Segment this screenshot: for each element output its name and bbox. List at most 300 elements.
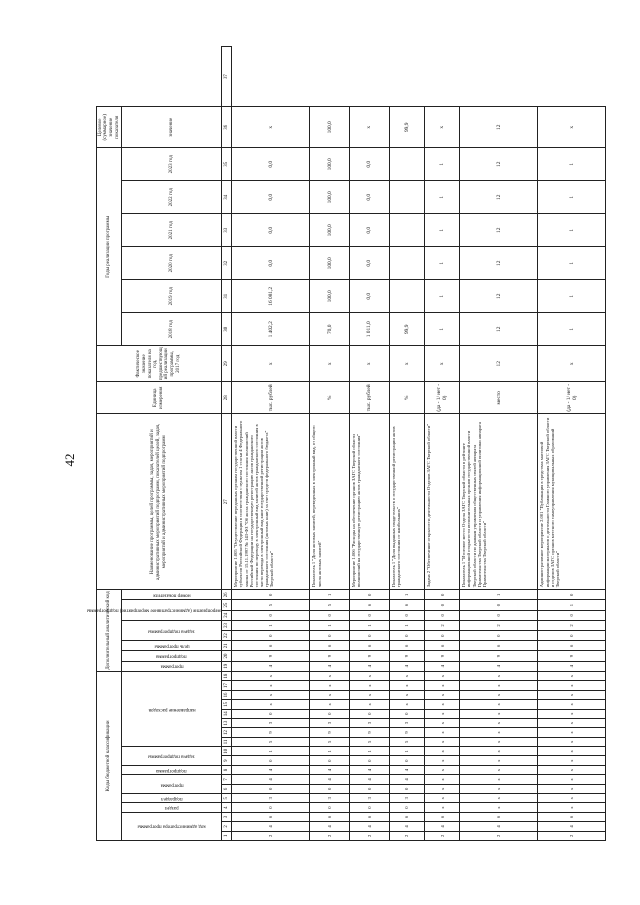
column-number: 33 [221, 214, 232, 247]
code-cell: 4 [232, 765, 310, 774]
final-value-cell: х [538, 107, 606, 148]
code-cell: 0 [425, 610, 460, 620]
column-number: 2 [221, 822, 232, 831]
column-number: 3 [221, 812, 232, 821]
budget-subheader: направление расходов [122, 671, 222, 746]
code-cell: х [538, 690, 606, 699]
code-cell: 4 [460, 661, 538, 671]
code-cell: 5 [310, 737, 350, 746]
code-cell: х [350, 681, 390, 690]
code-cell: х [232, 671, 310, 681]
year-value-cell: 12 [460, 247, 538, 280]
code-cell: 2 [310, 831, 350, 840]
code-cell: х [425, 737, 460, 746]
code-cell: х [350, 671, 390, 681]
unit-cell: (да - 1/ нет - 0) [425, 382, 460, 414]
column-number: 19 [221, 661, 232, 671]
year-value-cell: 1 [425, 280, 460, 313]
table-row [350, 47, 390, 841]
code-cell: х [310, 671, 350, 681]
year-value-cell [389, 214, 424, 247]
code-cell: 0 [350, 610, 390, 620]
code-cell: 0 [389, 631, 424, 641]
code-cell: 4 [389, 775, 424, 784]
code-cell: х [310, 690, 350, 699]
code-cell: 6 [460, 641, 538, 651]
code-cell: 1 [389, 620, 424, 630]
code-cell: х [425, 690, 460, 699]
final-value-cell: 99,9 [389, 107, 424, 148]
final-value-header: Целевое (суммарное) значение показателя [97, 107, 122, 148]
description-cell: Задача 2 "Обеспечение открытости деятельности Отделов ЗАГС Тверской области" [425, 414, 460, 590]
code-cell: 2 [389, 831, 424, 840]
column-number: 29 [221, 346, 232, 382]
column-number: 16 [221, 690, 232, 699]
code-cell: х [538, 671, 606, 681]
analytic-subheader: номер показателя [122, 590, 222, 600]
code-cell: 1 [538, 600, 606, 610]
year-value-cell: 12 [460, 280, 538, 313]
description-cell: Показатель 1 "Доля актовых записей, переведенных в электронный вид, от общего числа актовых записей" [310, 414, 350, 590]
year-value-cell: 99,9 [389, 313, 424, 346]
column-number: 28 [221, 382, 232, 414]
code-cell: 0 [389, 784, 424, 793]
year-value-cell: 0,0 [350, 280, 390, 313]
column-number: 30 [221, 313, 232, 346]
column-number: 8 [221, 765, 232, 774]
code-cell: х [425, 681, 460, 690]
column-number: 21 [221, 641, 232, 651]
code-cell: 6 [538, 812, 606, 821]
code-cell: 0 [538, 610, 606, 620]
year-column-header: 2020 год [122, 247, 222, 280]
code-cell: 9 [310, 651, 350, 661]
code-cell: 4 [310, 822, 350, 831]
code-cell: 0 [350, 709, 390, 718]
code-cell: х [460, 803, 538, 812]
code-cell: 1 [350, 747, 390, 756]
final-value-cell: 12 [460, 107, 538, 148]
code-cell: 6 [425, 641, 460, 651]
actual-value-cell: х [538, 346, 606, 382]
code-cell: х [425, 794, 460, 803]
code-cell: 6 [350, 600, 390, 610]
year-column-header: 2018 год [122, 313, 222, 346]
rotated-table-container [86, 46, 606, 841]
description-cell: Показатель 1 "Доля выданных свидетельств о государственной регистрации актов гражданского состояния от наибольших" [389, 414, 424, 590]
code-cell: 4 [425, 822, 460, 831]
budget-subheader: программа [122, 775, 222, 794]
code-cell: 2 [232, 831, 310, 840]
code-cell: х [425, 765, 460, 774]
code-cell: 0 [310, 803, 350, 812]
analytic-subheader: подпрограмма [122, 651, 222, 661]
code-cell: 6 [350, 812, 390, 821]
unit-cell: % [310, 382, 350, 414]
code-cell: 0 [425, 631, 460, 641]
code-cell: 3 [350, 718, 390, 727]
column-number: 11 [221, 737, 232, 746]
column-number: 23 [221, 620, 232, 630]
code-cell: 9 [350, 728, 390, 737]
code-cell: 4 [350, 661, 390, 671]
code-cell: х [538, 728, 606, 737]
table-row [538, 47, 606, 841]
budget-subheader: раздел [122, 803, 222, 812]
column-number: 35 [221, 148, 232, 181]
code-cell: 9 [232, 728, 310, 737]
column-number: 37 [221, 47, 232, 107]
code-cell: 9 [460, 651, 538, 661]
code-cell: 6 [425, 812, 460, 821]
table-row [389, 47, 424, 841]
column-number: 25 [221, 600, 232, 610]
code-cell: 6 [310, 641, 350, 651]
analytic-subheader: задача подпрограммы [122, 620, 222, 640]
code-cell: 3 [389, 794, 424, 803]
code-cell: х [232, 690, 310, 699]
code-cell: 0 [232, 590, 310, 600]
code-cell: 3 [389, 718, 424, 727]
code-cell: 0 [389, 709, 424, 718]
column-number: 5 [221, 794, 232, 803]
code-cell: х [232, 681, 310, 690]
column-number: 4 [221, 803, 232, 812]
unit-header: Единица измерения [97, 382, 222, 414]
code-cell: 5 [232, 600, 310, 610]
year-value-cell [389, 148, 424, 181]
code-cell: х [460, 747, 538, 756]
description-cell: Мероприятие 1.006 "Расходы на обеспечение органов ЗАГС Тверской области полномочий на государственную регистрацию актов гражданского состояния" [350, 414, 390, 590]
budget-subheader: задача подпрограммы [122, 747, 222, 766]
year-value-cell: 1 [538, 148, 606, 181]
description-cell: Показатель 1 "Итоговое место Отдела ЗАГС Тверской области в рейтинге информационной открытости исполнительных органов государственной власти Тверской области по данным управления общественных связей аппарата Правительства Тверской области и управления информационной политики аппарата Правительства Тверской области" [460, 414, 538, 590]
code-cell: х [350, 700, 390, 709]
unit-cell: (да - 1/ нет - 0) [538, 382, 606, 414]
year-value-cell: 70,0 [310, 313, 350, 346]
code-cell: х [425, 775, 460, 784]
year-value-cell: 1 402,2 [232, 313, 310, 346]
column-number: 20 [221, 651, 232, 661]
code-cell: х [425, 784, 460, 793]
column-number: 17 [221, 681, 232, 690]
year-value-cell: 100,0 [310, 247, 350, 280]
year-value-cell: 100,0 [310, 214, 350, 247]
code-cell: 6 [389, 600, 424, 610]
code-cell: 0 [350, 803, 390, 812]
year-value-cell: 100,0 [310, 148, 350, 181]
code-cell: х [460, 709, 538, 718]
code-cell: х [389, 681, 424, 690]
code-cell: 9 [389, 651, 424, 661]
year-value-cell: 12 [460, 214, 538, 247]
code-cell: х [389, 671, 424, 681]
year-value-cell: 0,0 [350, 247, 390, 280]
year-value-cell: 100,0 [310, 280, 350, 313]
years-group-header: Годы реализации программы [97, 148, 122, 346]
year-value-cell: 1 [425, 247, 460, 280]
year-value-cell: 0,0 [232, 214, 310, 247]
code-cell: х [460, 728, 538, 737]
column-number: 34 [221, 181, 232, 214]
analytic-code-header: Дополнительный аналитический код [97, 590, 122, 672]
code-cell: 4 [310, 775, 350, 784]
column-number: 13 [221, 718, 232, 727]
year-value-cell: 0,0 [232, 181, 310, 214]
code-cell: 9 [538, 651, 606, 661]
code-cell: 1 [232, 747, 310, 756]
actual-value-cell: 12 [460, 346, 538, 382]
column-number: 22 [221, 631, 232, 641]
column-number: 12 [221, 728, 232, 737]
code-cell: 4 [232, 661, 310, 671]
year-value-cell [389, 181, 424, 214]
code-cell: 3 [310, 718, 350, 727]
actual-value-cell: х [232, 346, 310, 382]
year-value-cell: 0,0 [350, 214, 390, 247]
year-value-cell: 1 011,0 [350, 313, 390, 346]
code-cell: х [538, 794, 606, 803]
table-row [425, 47, 460, 841]
code-cell: 0 [310, 709, 350, 718]
table-row [460, 47, 538, 841]
code-cell: х [538, 718, 606, 727]
column-number: 36 [221, 107, 232, 148]
column-number: 7 [221, 775, 232, 784]
table-row [232, 47, 310, 841]
column-number: 9 [221, 756, 232, 765]
year-value-cell: 0,0 [350, 148, 390, 181]
code-cell: х [460, 775, 538, 784]
code-cell: 4 [460, 822, 538, 831]
code-cell: 5 [232, 737, 310, 746]
code-cell: 6 [389, 812, 424, 821]
code-cell: 0 [389, 803, 424, 812]
code-cell: 5 [389, 737, 424, 746]
description-cell: Административное мероприятие 2.001 "Публикация в средствах массовой информации материалов о деятельности Главного управления ЗАГС Тверской области и отделов ЗАГС органов местного самоуправления муниципальных образований Тверской области" [538, 414, 606, 590]
code-cell: 2 [538, 620, 606, 630]
code-cell: х [310, 700, 350, 709]
analytic-subheader: программа [122, 661, 222, 671]
code-cell: х [460, 737, 538, 746]
column-number: 26 [221, 590, 232, 600]
code-cell: 0 [310, 756, 350, 765]
code-cell: х [425, 728, 460, 737]
actual-value-cell: х [425, 346, 460, 382]
page-number: 42 [62, 453, 77, 467]
code-cell: х [538, 756, 606, 765]
column-number: 18 [221, 671, 232, 681]
actual-value-cell: х [310, 346, 350, 382]
column-number: 6 [221, 784, 232, 793]
code-cell: х [538, 700, 606, 709]
code-cell: х [389, 690, 424, 699]
code-cell: 1 [232, 620, 310, 630]
code-cell: 6 [350, 641, 390, 651]
analytic-subheader: цель программы [122, 641, 222, 651]
code-cell: 3 [232, 794, 310, 803]
year-value-cell: 1 [538, 247, 606, 280]
year-column-header: 2023 год [122, 148, 222, 181]
code-cell: х [460, 690, 538, 699]
description-header: Наименование программы, целей программы, задач, мероприятий и административных мероприятий подпрограмм, показателей целей, задач, мероприятий и административных мероприятий подпрограмм [97, 414, 222, 590]
actual-value-cell: х [350, 346, 390, 382]
code-cell: х [460, 784, 538, 793]
code-cell: х [425, 747, 460, 756]
code-cell: х [425, 671, 460, 681]
year-column-header: 2021 год [122, 214, 222, 247]
code-cell: х [350, 690, 390, 699]
code-cell: 0 [350, 756, 390, 765]
year-value-cell: 1 [538, 214, 606, 247]
table-row [310, 47, 350, 841]
column-number: 27 [221, 414, 232, 590]
year-value-cell [389, 247, 424, 280]
code-cell: 9 [425, 651, 460, 661]
year-value-cell: 16 081,2 [232, 280, 310, 313]
code-cell: 0 [350, 631, 390, 641]
year-value-cell: 0,0 [350, 181, 390, 214]
year-value-cell: 1 [425, 313, 460, 346]
code-cell: 6 [310, 812, 350, 821]
code-cell: 6 [460, 812, 538, 821]
year-value-cell: 1 [425, 214, 460, 247]
code-cell: 0 [232, 631, 310, 641]
budget-classification-header: Коды бюджетной классификации [97, 671, 122, 840]
code-cell: 0 [425, 600, 460, 610]
code-cell: 6 [389, 641, 424, 651]
code-cell: х [425, 718, 460, 727]
code-cell: 0 [460, 610, 538, 620]
unit-cell: тыс. рублей [350, 382, 390, 414]
code-cell: 4 [538, 822, 606, 831]
code-cell: 3 [310, 794, 350, 803]
code-cell: 2 [350, 831, 390, 840]
code-cell: 1 [389, 590, 424, 600]
column-number: 14 [221, 709, 232, 718]
code-cell: 3 [350, 794, 390, 803]
code-cell: 0 [310, 610, 350, 620]
code-cell: х [538, 681, 606, 690]
year-value-cell: 1 [425, 148, 460, 181]
code-cell: 4 [310, 765, 350, 774]
code-cell: 9 [310, 728, 350, 737]
code-cell: 0 [538, 590, 606, 600]
year-value-cell: 1 [538, 280, 606, 313]
year-value-cell: 12 [460, 313, 538, 346]
unit-cell: тыс. рублей [232, 382, 310, 414]
code-cell: х [425, 709, 460, 718]
code-cell: 2 [425, 620, 460, 630]
code-cell: 9 [350, 651, 390, 661]
code-cell: 0 [232, 803, 310, 812]
code-cell: 2 [460, 620, 538, 630]
code-cell: 4 [232, 775, 310, 784]
code-cell: 4 [389, 765, 424, 774]
code-cell: х [460, 671, 538, 681]
code-cell: 6 [232, 812, 310, 821]
code-cell: 1 [310, 590, 350, 600]
code-cell: 2 [460, 831, 538, 840]
code-cell: 0 [425, 590, 460, 600]
code-cell: 4 [310, 661, 350, 671]
code-cell: 0 [350, 784, 390, 793]
code-cell: 3 [232, 718, 310, 727]
budget-subheader: подпрограмма [122, 765, 222, 774]
code-cell: 4 [232, 822, 310, 831]
code-cell: 9 [389, 728, 424, 737]
code-cell: х [460, 794, 538, 803]
code-cell: 4 [389, 661, 424, 671]
year-value-cell: 0,0 [232, 247, 310, 280]
final-sub-header: значение [122, 107, 222, 148]
code-cell: 4 [350, 775, 390, 784]
unit-cell: % [389, 382, 424, 414]
year-value-cell [389, 280, 424, 313]
actual-year-header: Фактическое значение показателя на год, предшествующий реализации программы, 2017 год [97, 346, 222, 382]
code-cell: 2 [538, 831, 606, 840]
year-value-cell: 12 [460, 181, 538, 214]
code-cell: х [538, 784, 606, 793]
code-cell: 1 [350, 620, 390, 630]
code-cell: х [538, 737, 606, 746]
code-cell: 2 [425, 831, 460, 840]
year-value-cell: 0,0 [232, 148, 310, 181]
code-cell: х [538, 803, 606, 812]
year-value-cell: 1 [538, 313, 606, 346]
final-value-cell: х [350, 107, 390, 148]
column-number: 31 [221, 280, 232, 313]
description-cell: Мероприятие 1.005 "Осуществление переданных органам государственной власти субъектов Российской Федерации в соответствии с пунктом 1 статьи 4 Федерального закона от 15.11.1997 № 143-ФЗ "Об актах гражданского состояния полномочий Российской Федерации на государственную регистрацию актов гражданского состояния по переводу в электронный вид записей актов гражданского состояния в части перевода в электронный вид книг государственной регистрации актов гражданского состояния (актовых книг) за счет средств федерального бюджета" Тверской области" [232, 414, 310, 590]
code-cell: х [538, 775, 606, 784]
code-cell: х [232, 700, 310, 709]
code-cell: х [460, 756, 538, 765]
code-cell: 1 [310, 747, 350, 756]
year-value-cell: 12 [460, 148, 538, 181]
code-cell: 0 [232, 709, 310, 718]
code-cell: 0 [389, 756, 424, 765]
code-cell: х [460, 765, 538, 774]
code-cell: х [425, 803, 460, 812]
code-cell: х [425, 700, 460, 709]
code-cell: 4 [350, 765, 390, 774]
column-number: 32 [221, 247, 232, 280]
year-column-header: 2022 год [122, 181, 222, 214]
code-cell: 9 [232, 651, 310, 661]
code-cell: 0 [389, 610, 424, 620]
code-cell: х [538, 765, 606, 774]
code-cell: 5 [350, 737, 390, 746]
year-value-cell: 1 [538, 181, 606, 214]
budget-subheader: код администратора программы [122, 812, 222, 840]
code-cell: 6 [232, 641, 310, 651]
actual-value-cell: х [389, 346, 424, 382]
code-cell: 0 [460, 631, 538, 641]
final-value-cell: х [232, 107, 310, 148]
code-cell: х [538, 709, 606, 718]
final-value-cell: х [425, 107, 460, 148]
code-cell: х [425, 756, 460, 765]
code-cell: 0 [310, 631, 350, 641]
code-cell: 0 [232, 784, 310, 793]
code-cell: 4 [350, 822, 390, 831]
code-cell: х [460, 700, 538, 709]
final-value-cell: 100,0 [310, 107, 350, 148]
code-cell: х [389, 700, 424, 709]
code-cell: 1 [389, 747, 424, 756]
budget-subheader: подраздел [122, 794, 222, 803]
code-cell: х [460, 718, 538, 727]
